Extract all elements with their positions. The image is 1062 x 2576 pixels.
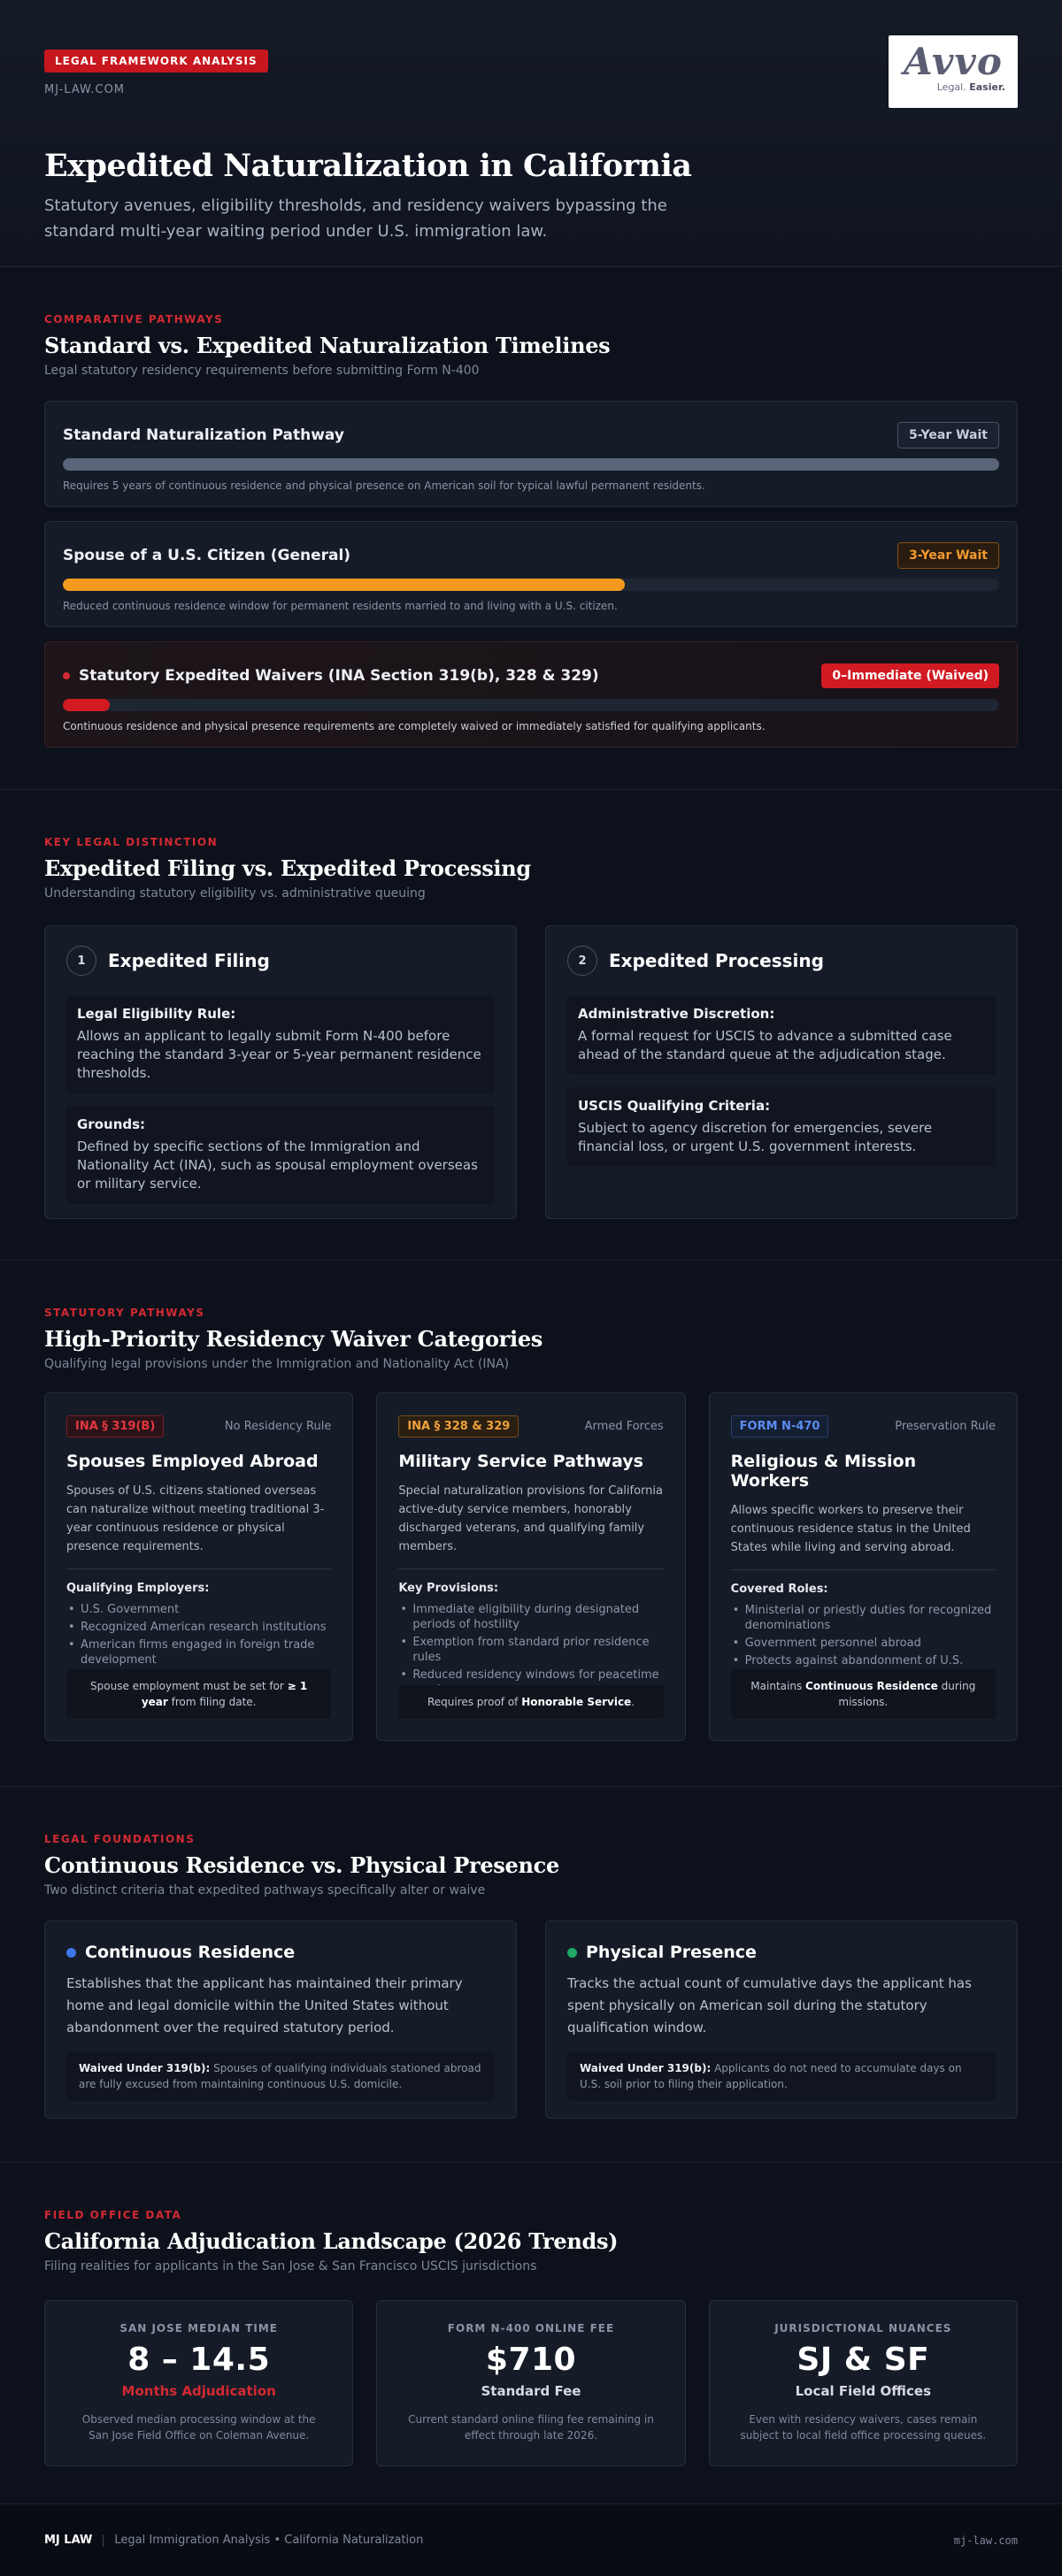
list-label: Qualifying Employers: — [66, 1582, 210, 1595]
site-name[interactable]: MJ-LAW.COM — [44, 83, 126, 96]
foundation-card-residence — [44, 1920, 517, 2119]
waiver-card-military — [376, 1392, 685, 1741]
list-item: • Government personnel abroad — [731, 1636, 996, 1651]
timeline-desc: Reduced continuous residence window for permanent residents married to and living with a U.S. citizen. — [63, 600, 618, 612]
card-desc: Spouses of U.S. citizens stationed overseas can naturalize without meeting traditional 3-year continuous residence or physical presence requirements. — [66, 1484, 325, 1553]
stat-unit: Local Field Offices — [795, 2383, 932, 2399]
stat-label: SAN JOSE MEDIAN TIME — [119, 2322, 279, 2334]
list-item: • Ministerial or priestly duties for recognized denominations — [731, 1603, 996, 1633]
list-label: Key Provisions: — [398, 1582, 499, 1595]
waiver-note: Waived Under 319(b): Spouses of qualifying individuals stationed abroad are fully excused from maintaining continuous U.S. domicile. — [66, 2051, 495, 2101]
stat-card-jurisdiction — [709, 2300, 1018, 2466]
card-title: Expedited Filing — [108, 950, 270, 971]
timeline-desc: Requires 5 years of continuous residence and physical presence on American soil for typical lawful permanent residents. — [63, 479, 705, 492]
footer-text: Legal Immigration Analysis • California Naturalization — [114, 2534, 424, 2547]
stat-card-fee — [376, 2300, 685, 2466]
bullet-list — [398, 1602, 663, 1698]
info-text: Allows an applicant to legally submit Form N-400 before reaching the standard 3-year or 5-year permanent residence thresholds. — [77, 1028, 481, 1081]
info-label: USCIS Qualifying Criteria: — [578, 1098, 771, 1114]
stat-value: 8 – 14.5 — [127, 2342, 271, 2378]
step-number: 1 — [66, 946, 96, 976]
info-label: Administrative Discretion: — [578, 1006, 775, 1022]
timeline-fill — [63, 579, 625, 591]
card-desc: Allows specific workers to preserve their continuous residence status in the United States while living and serving abroad. — [730, 1504, 971, 1554]
logo-tagline: Legal. Easier. — [936, 81, 1005, 93]
statute-chip: FORM N-470 — [731, 1415, 829, 1438]
footer-left — [44, 2534, 423, 2547]
list-item: • Exemption from standard prior residence rules — [398, 1635, 663, 1665]
list-item: • Protects against abandonment of U.S. — [731, 1653, 996, 1683]
list-item: • American firms engaged in foreign trade development — [66, 1637, 331, 1668]
card-title: Physical Presence — [567, 1943, 996, 1962]
stat-note: Even with residency waivers, cases remain subject to local field office processing queues. — [740, 2413, 987, 2442]
waiver-note: Waived Under 319(b): Applicants do not need to accumulate days on U.S. soil prior to filing their application. — [567, 2051, 996, 2101]
stat-label: FORM N-400 ONLINE FEE — [447, 2322, 615, 2334]
section-subtitle: Two distinct criteria that expedited pathways specifically alter or waive — [44, 1883, 486, 1898]
timeline-track — [63, 458, 999, 471]
list-label: Covered Roles: — [730, 1583, 828, 1596]
card-title: Spouses Employed Abroad — [66, 1452, 319, 1471]
section-kicker: STATUTORY PATHWAYS — [44, 1307, 205, 1319]
timelines-section — [0, 267, 1062, 790]
requirement-note: Requires proof of Honorable Service. — [398, 1685, 663, 1719]
timeline-badge: 5-Year Wait — [897, 422, 999, 448]
info-label: Grounds: — [77, 1116, 146, 1132]
section-title: Expedited Filing vs. Expedited Processing — [44, 855, 531, 881]
info-box — [567, 1087, 996, 1167]
section-kicker: KEY LEGAL DISTINCTION — [44, 836, 219, 848]
section-subtitle: Understanding statutory eligibility vs. administrative queuing — [44, 886, 426, 901]
card-title: Religious & Mission Workers — [730, 1452, 917, 1491]
timeline-title: Standard Naturalization Pathway — [63, 426, 344, 444]
requirement-note: Spouse employment must be set for ≥ 1 year from filing date. — [66, 1669, 331, 1719]
page-subtitle: Statutory avenues, eligibility thresholds, and residency waivers bypassing the standard multi-year waiting period under U.S. immigration law. — [44, 196, 667, 241]
page-title: Expedited Naturalization in California — [44, 148, 692, 184]
alert-dot-icon — [63, 672, 70, 679]
section-subtitle: Filing realities for applicants in the San Jose & San Francisco USCIS jurisdictions — [44, 2259, 537, 2273]
card-title: Continuous Residence — [66, 1943, 495, 1962]
avvo-logo[interactable] — [889, 35, 1018, 108]
statute-chip: INA § 319(B) — [66, 1415, 164, 1438]
stat-card-median-time — [44, 2300, 353, 2466]
footer-divider — [103, 2534, 104, 2547]
logo-wordmark: Avvo — [904, 40, 1003, 83]
timeline-track — [63, 579, 999, 591]
list-item: • Immediate eligibility during designated periods of hostility — [398, 1602, 663, 1632]
stat-unit: Standard Fee — [481, 2383, 581, 2399]
card-title: Military Service Pathways — [398, 1452, 643, 1471]
stat-value: $710 — [485, 2342, 577, 2378]
waivers-section — [0, 1261, 1062, 1787]
timeline-title: Spouse of a U.S. Citizen (General) — [63, 547, 351, 564]
section-title: High-Priority Residency Waiver Categories — [44, 1326, 543, 1352]
timeline-badge: 0–Immediate (Waived) — [821, 663, 999, 688]
section-title: California Adjudication Landscape (2026 Trends) — [44, 2228, 619, 2254]
section-subtitle: Legal statutory residency requirements before submitting Form N-400 — [44, 364, 480, 378]
footer-brand[interactable]: MJ LAW — [44, 2534, 93, 2547]
info-text: Subject to agency discretion for emergencies, severe financial loss, or urgent U.S. government interests. — [578, 1120, 933, 1154]
timeline-card-spouse — [44, 521, 1018, 627]
list-item: • U.S. Government — [66, 1602, 331, 1617]
info-box — [567, 995, 996, 1075]
info-label: Legal Eligibility Rule: — [77, 1006, 236, 1022]
info-text: A formal request for USCIS to advance a submitted case ahead of the standard queue at the adjudication stage. — [578, 1028, 952, 1062]
timeline-track — [63, 699, 999, 711]
distinction-card-filing — [44, 925, 517, 1219]
step-number: 2 — [567, 946, 597, 976]
timeline-fill — [63, 458, 999, 471]
green-dot-icon — [567, 1948, 577, 1958]
info-box — [66, 995, 495, 1093]
waiver-card-religious — [709, 1392, 1018, 1741]
info-box — [66, 1106, 495, 1204]
list-item: • Reduced residency windows for peacetime — [398, 1668, 663, 1698]
waiver-meta: No Residency Rule — [224, 1419, 332, 1433]
category-tag: LEGAL FRAMEWORK ANALYSIS — [44, 50, 268, 73]
card-desc: Special naturalization provisions for California active-duty service members, honorably discharged veterans, and qualifying family members. — [398, 1484, 663, 1553]
blue-dot-icon — [66, 1948, 76, 1958]
stat-value: SJ & SF — [796, 2342, 930, 2378]
info-text: Defined by specific sections of the Immigration and Nationality Act (INA), such as spousal employment overseas or military service. — [77, 1138, 478, 1192]
section-kicker: COMPARATIVE PATHWAYS — [44, 313, 224, 326]
card-desc: Establishes that the applicant has maintained their primary home and legal domicile within the United States without abandonment over the required statutory period. — [66, 1975, 463, 2036]
card-desc: Tracks the actual count of cumulative days the applicant has spent physically on American soil during the statutory qualification window. — [567, 1975, 972, 2036]
list-item: • Recognized American research institutions — [66, 1620, 331, 1635]
stats-section — [0, 2163, 1062, 2504]
timeline-card-standard — [44, 401, 1018, 507]
timeline-badge: 3-Year Wait — [897, 542, 999, 569]
foundations-section — [0, 1787, 1062, 2163]
foundation-card-presence — [545, 1920, 1018, 2119]
requirement-note: Maintains Continuous Residence during missions. — [731, 1669, 996, 1719]
card-title: Expedited Processing — [609, 950, 824, 971]
stat-label: JURISDICTIONAL NUANCES — [774, 2322, 952, 2334]
footer-url[interactable]: mj-law.com — [953, 2534, 1018, 2547]
waiver-card-spouses — [44, 1392, 353, 1741]
section-kicker: LEGAL FOUNDATIONS — [44, 1833, 196, 1845]
distinction-card-processing — [545, 925, 1018, 1219]
section-title: Continuous Residence vs. Physical Presence — [44, 1852, 559, 1878]
timeline-desc: Continuous residence and physical presence requirements are completely waived or immediately satisfied for qualifying applicants. — [63, 720, 766, 732]
stat-note: Current standard online filing fee remaining in effect through late 2026. — [408, 2413, 654, 2442]
waiver-meta: Armed Forces — [584, 1419, 664, 1433]
timeline-title: Statutory Expedited Waivers (INA Section 319(b), 328 & 329) — [63, 667, 599, 685]
section-kicker: FIELD OFFICE DATA — [44, 2209, 182, 2221]
timeline-fill — [63, 699, 110, 711]
statute-chip: INA § 328 & 329 — [398, 1415, 519, 1438]
stat-unit: Months Adjudication — [121, 2383, 276, 2399]
page-footer — [0, 2503, 1062, 2576]
section-title: Standard vs. Expedited Naturalization Timelines — [44, 333, 611, 358]
timeline-card-waivers — [44, 641, 1018, 748]
section-subtitle: Qualifying legal provisions under the Immigration and Nationality Act (INA) — [44, 1357, 510, 1371]
distinction-section — [0, 790, 1062, 1261]
bullet-list — [66, 1602, 331, 1668]
stat-note: Observed median processing window at the San Jose Field Office on Coleman Avenue. — [81, 2413, 316, 2442]
waiver-meta: Preservation Rule — [895, 1419, 996, 1433]
hero-header — [0, 0, 1062, 267]
